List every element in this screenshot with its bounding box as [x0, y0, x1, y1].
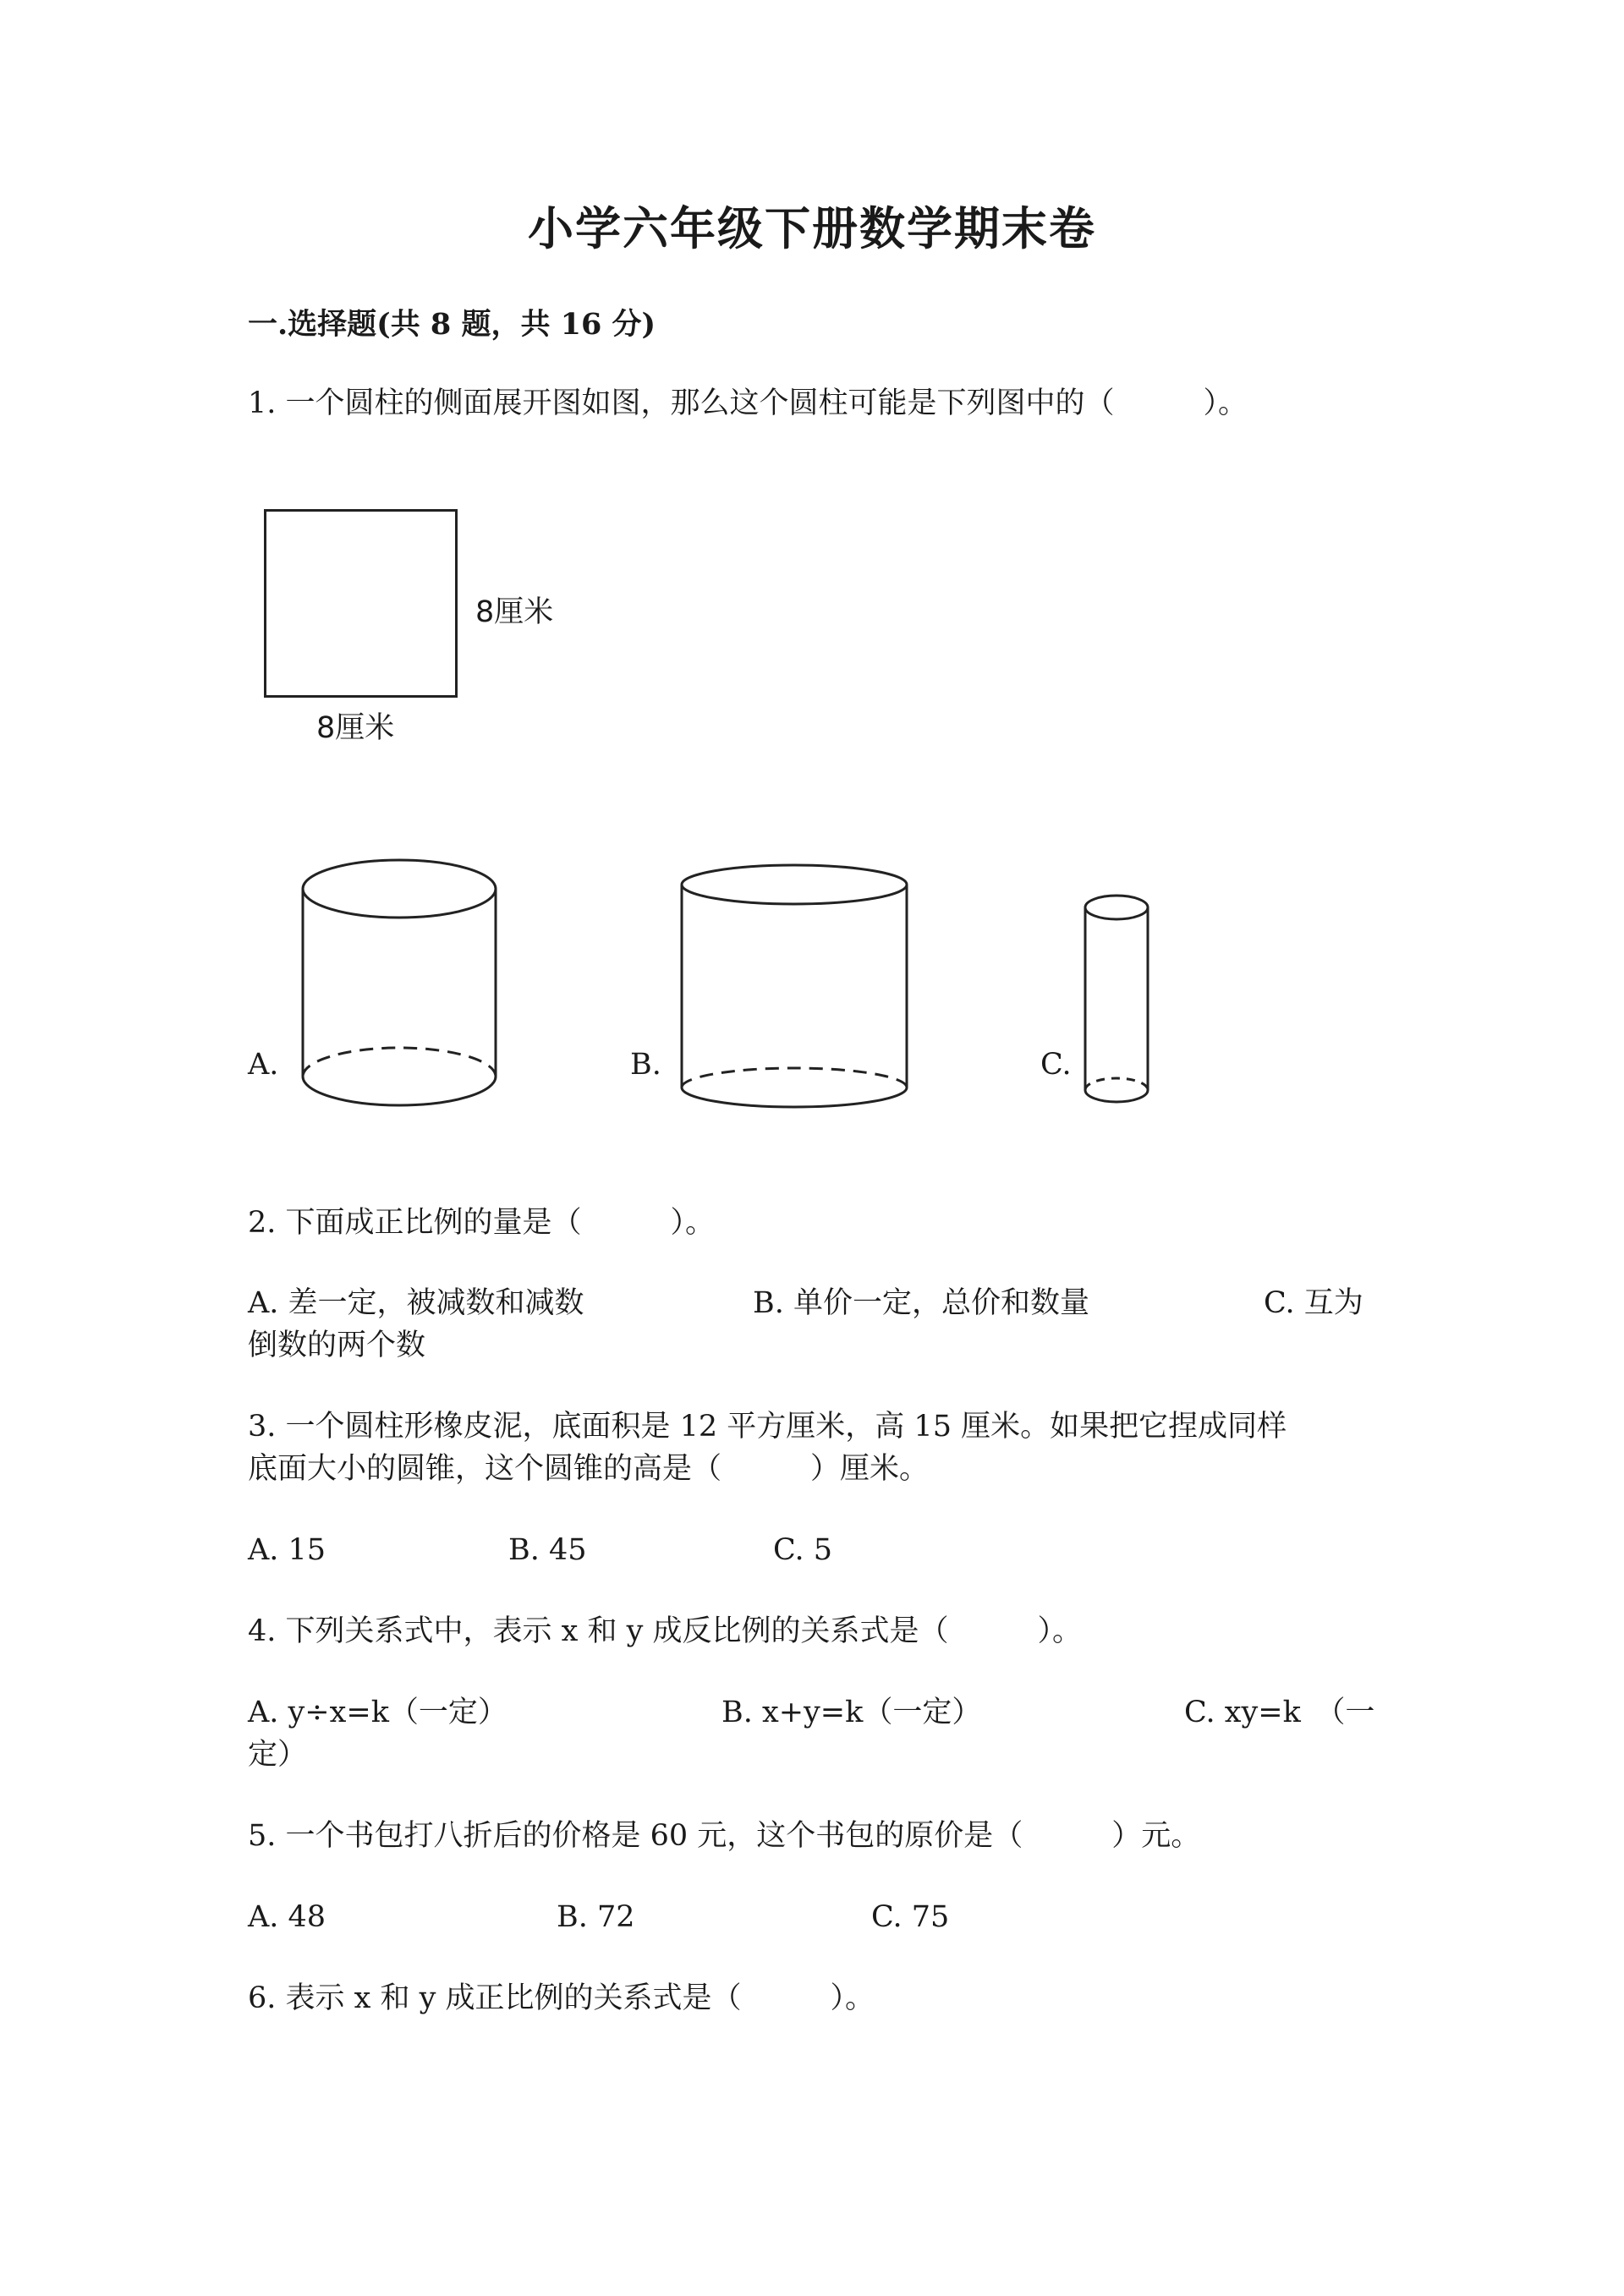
cylinder-a-figure [300, 858, 499, 1108]
question-4-option-c: C. xy=k （一 [1184, 1696, 1375, 1729]
question-3-stem-line-2: 底面大小的圆锥，这个圆锥的高是（ ）厘米。 [248, 1452, 930, 1486]
cylinder-c-figure [1083, 894, 1152, 1110]
question-5-option-b: B. 72 [557, 1900, 635, 1934]
question-4-option-c-continued: 定） [248, 1738, 308, 1772]
question-4-stem: 4. 下列关系式中，表示 x 和 y 成反比例的关系式是（ ）。 [248, 1614, 1083, 1648]
question-1-option-a: A. [248, 1048, 279, 1082]
square-shape [266, 511, 457, 697]
page-title: 小学六年级下册数学期末卷 [528, 201, 1096, 255]
question-3-option-b: B. 45 [508, 1533, 587, 1567]
question-3-stem-line-1: 3. 一个圆柱形橡皮泥，底面积是 12 平方厘米，高 15 厘米。如果把它捏成同样 [248, 1410, 1287, 1444]
question-3-option-c: C. 5 [773, 1533, 833, 1567]
question-2-option-a: A. 差一定，被减数和减数 [248, 1286, 584, 1320]
cylinder-b-figure [679, 863, 912, 1109]
question-2-option-c-continued: 倒数的两个数 [248, 1329, 426, 1362]
question-3-option-a: A. 15 [248, 1533, 326, 1567]
question-4-option-a: A. y÷x=k（一定） [248, 1696, 508, 1729]
question-5-option-a: A. 48 [248, 1900, 326, 1934]
question-1-option-c: C. [1040, 1048, 1072, 1082]
question-6-stem: 6. 表示 x 和 y 成正比例的关系式是（ ）。 [248, 1981, 875, 2015]
question-2-stem: 2. 下面成正比例的量是（ ）。 [248, 1206, 716, 1240]
question-2-option-c: C. 互为 [1264, 1286, 1363, 1320]
square-side-label: 8厘米 [475, 595, 554, 629]
question-1-option-b: B. [630, 1048, 661, 1082]
unfolded-square-figure [264, 509, 458, 699]
section-header: 一.选择题(共 8 题，共 16 分) [248, 307, 656, 342]
question-1-stem: 1. 一个圆柱的侧面展开图如图，那么这个圆柱可能是下列图中的（ ）。 [248, 386, 1248, 420]
question-5-stem: 5. 一个书包打八折后的价格是 60 元，这个书包的原价是（ ）元。 [248, 1819, 1201, 1853]
square-bottom-label: 8厘米 [316, 711, 395, 745]
question-4-option-b: B. x+y=k（一定） [721, 1696, 982, 1729]
question-5-option-c: C. 75 [871, 1900, 950, 1934]
question-2-option-b: B. 单价一定，总价和数量 [753, 1286, 1089, 1320]
